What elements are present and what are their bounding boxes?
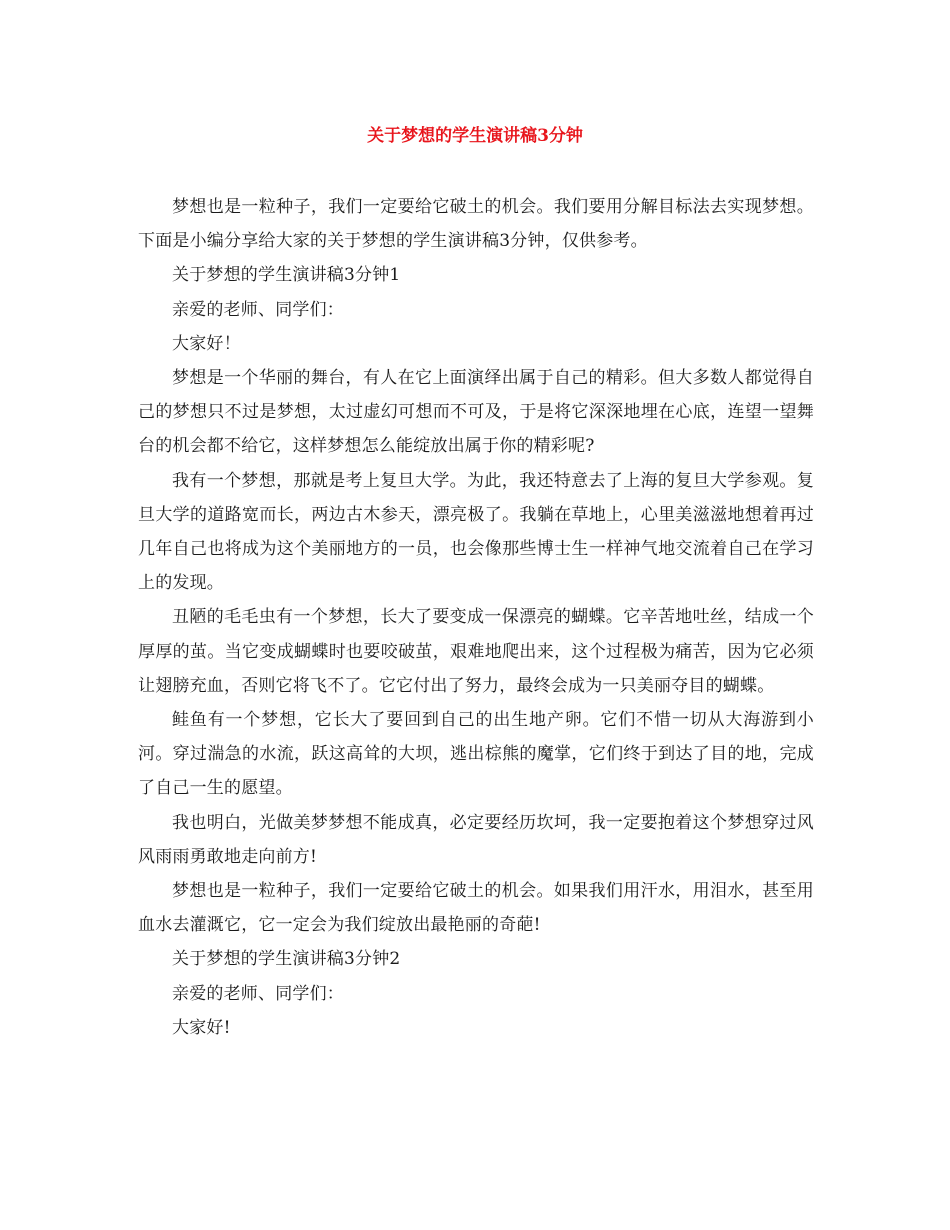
paragraph: 梦想也是一粒种子，我们一定要给它破土的机会。如果我们用汗水，用泪水，甚至用血水去灌溉它，它一定会为我们绽放出最艳丽的奇葩! [138,881,814,936]
paragraph-intro: 梦想也是一粒种子，我们一定要给它破土的机会。我们要用分解目标法去实现梦想。下面是小编分享给大家的关于梦想的学生演讲稿3分钟，仅供参考。 [138,197,814,252]
section-heading-1: 关于梦想的学生演讲稿3分钟1 [172,265,401,286]
greeting: 大家好！ [172,333,241,354]
paragraph: 我有一个梦想，那就是考上复旦大学。为此，我还特意去了上海的复旦大学参观。复旦大学的道路宽而长，两边古木参天，漂亮极了。我躺在草地上，心里美滋滋地想着再过几年自己也将成为这个美丽地方的一员，也会像那些博士生一样神气地交流着自己在学习上的发现。 [138,470,814,594]
section-heading-2: 关于梦想的学生演讲稿3分钟2 [172,949,401,970]
salutation: 亲爱的老师、同学们： [172,299,344,320]
paragraph: 鲑鱼有一个梦想，它长大了要回到自己的出生地产卵。它们不惜一切从大海游到小河。穿过湍急的水流，跃这高耸的大坝，逃出棕熊的魔掌，它们终于到达了目的地，完成了自己一生的愿望。 [138,710,814,799]
paragraph: 丑陋的毛毛虫有一个梦想，长大了要变成一保漂亮的蝴蝶。它辛苦地吐丝，结成一个厚厚的茧。当它变成蝴蝶时也要咬破茧，艰难地爬出来，这个过程极为痛苦，因为它必须让翅膀充血，否则它将飞不了。它它付出了努力，最终会成为一只美丽夺目的蝴蝶。 [138,607,814,696]
paragraph: 梦想是一个华丽的舞台，有人在它上面演绎出属于自己的精彩。但大多数人都觉得自己的梦想只不过是梦想，太过虚幻可想而不可及，于是将它深深地埋在心底，连望一望舞台的机会都不给它，这样梦想怎么能绽放出属于你的精彩呢? [138,368,814,457]
document-body [138,190,814,1045]
salutation: 亲爱的老师、同学们： [172,983,344,1004]
document-title: 关于梦想的学生演讲稿3分钟 [367,126,583,146]
greeting: 大家好! [172,1017,231,1038]
paragraph: 我也明白，光做美梦梦想不能成真，必定要经历坎坷，我一定要抱着这个梦想穿过风风雨雨勇敢地走向前方! [138,812,814,867]
